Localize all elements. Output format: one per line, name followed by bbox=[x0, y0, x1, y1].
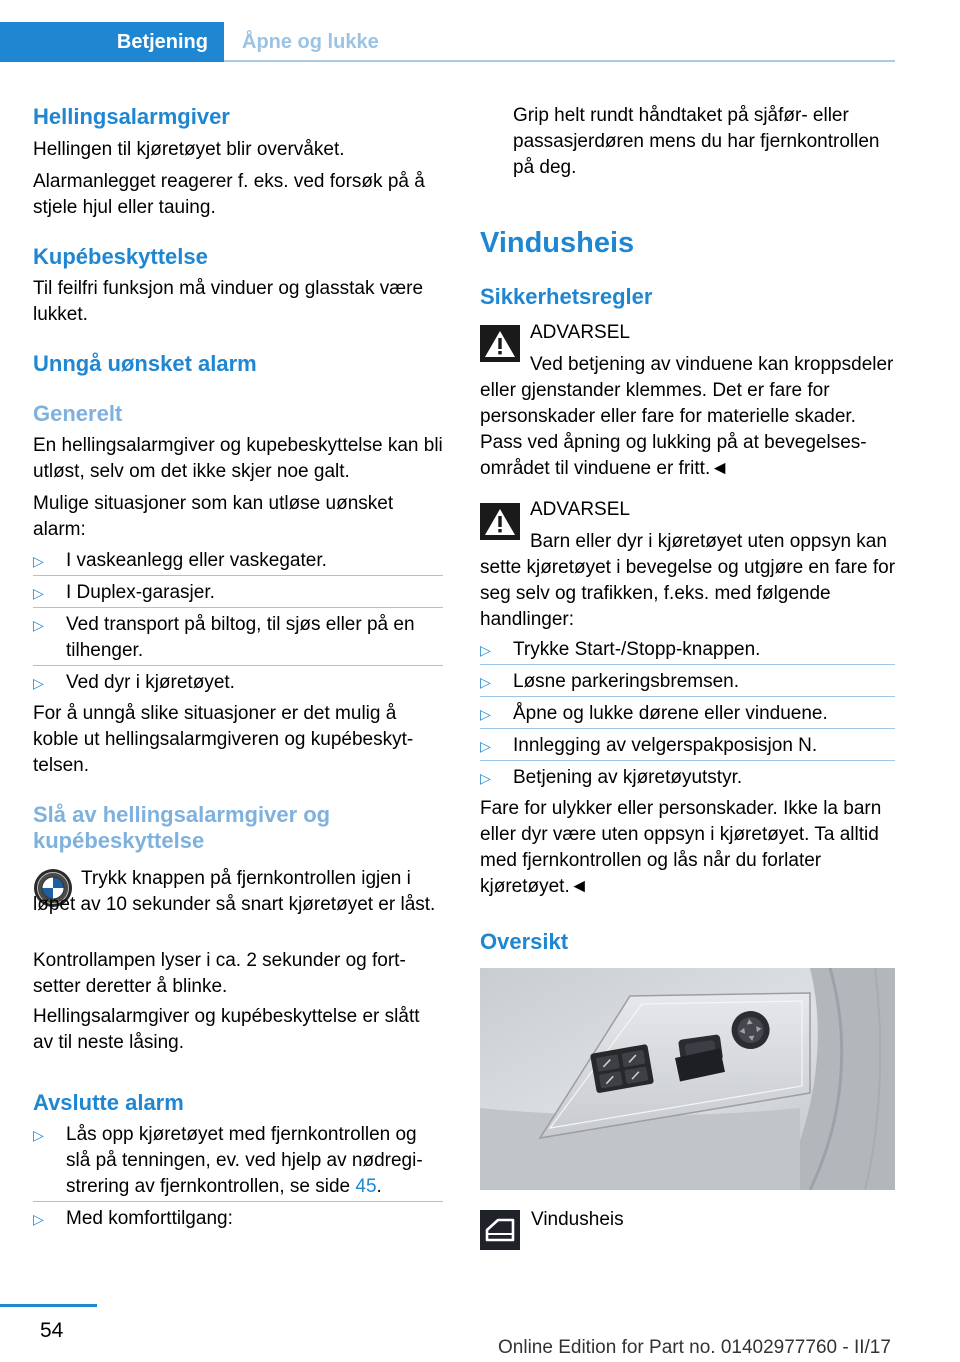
list-item-text: Betjening av kjøretøyutstyr. bbox=[513, 767, 743, 788]
paragraph: Kontrollampen lyser i ca. 2 sekunder og fortsetter deretter å blinke. bbox=[33, 950, 406, 997]
bullet-triangle-icon: ▷ bbox=[33, 553, 44, 569]
warning-text: Barn eller dyr i kjøretøyet uten oppsyn kan sette kjøretøyet i bevegelse og utgjøre en fare for seg selv og trafikken, f.eks. med følgende handlinger: bbox=[480, 531, 896, 630]
paragraph: Til feilfri funksjon må vinduer og glasstak være lukket. bbox=[33, 278, 424, 325]
divider bbox=[480, 696, 895, 697]
paragraph: Fare for ulykker eller personskader. Ikke la barn eller dyr være uten oppsyn i kjøretøyet. Ta alltid med fjernkontrollen og lås når du forlater kjøretøyet.◄ bbox=[480, 798, 882, 897]
list-item bbox=[33, 670, 443, 696]
section-title-kupebeskyttelse: Kupébeskyttelse bbox=[33, 244, 208, 269]
page-header bbox=[0, 0, 960, 62]
subsection-title-oversikt: Oversikt bbox=[480, 929, 569, 954]
list-item bbox=[33, 1206, 443, 1232]
list-item bbox=[480, 701, 900, 727]
list-item-text: Ved transport på biltog, til sjøs eller på en tilhenger. bbox=[66, 614, 415, 661]
bullet-triangle-icon: ▷ bbox=[480, 770, 491, 786]
bullet-triangle-icon: ▷ bbox=[480, 706, 491, 722]
divider bbox=[33, 575, 443, 576]
divider bbox=[33, 665, 443, 666]
warning-text: Ved betjening av vinduene kan kroppsdeler eller gjenstander klemmes. Det er fare for personskader eller fare for materielle skader. Pass ved åpning og lukking på at bevegelsesområdet til vinduene er fritt.◄ bbox=[480, 354, 894, 479]
paragraph: For å unngå slike situasjoner er det mulig å koble ut hellingsalarmgiveren og kupébeskyttelsen. bbox=[33, 703, 414, 776]
subsection-title-slaav-1: Slå av hellingsalarmgiver og bbox=[33, 802, 331, 827]
paragraph: Mulige situasjoner som kan utløse uønsket alarm: bbox=[33, 493, 394, 540]
page-link-45[interactable]: 45 bbox=[355, 1176, 377, 1197]
paragraph: En hellingsalarmgiver og kupebeskyttelse kan bli utløst, selv om det ikke skjer noe galt. bbox=[33, 435, 443, 482]
section-title-vindusheis: Vindusheis bbox=[480, 227, 635, 259]
bullet-triangle-icon: ▷ bbox=[33, 675, 44, 691]
section-title-hellingsalarmgiver: Hellingsalarmgiver bbox=[33, 104, 230, 129]
subsection-title-sikkerhetsregler: Sikkerhetsregler bbox=[480, 284, 653, 309]
subsection-title-slaav-2: kupébeskyttelse bbox=[33, 828, 205, 853]
bullet-triangle-icon: ▷ bbox=[33, 617, 44, 633]
list-item-text: I vaskeanlegg eller vaskegater. bbox=[66, 550, 327, 571]
list-item-text: I Duplex-garasjer. bbox=[66, 582, 215, 603]
header-tab-active-label: Betjening bbox=[116, 31, 208, 53]
paragraph: Grip helt rundt håndtaket på sjåfør- eller passasjerdøren mens du har fjernkontrollen på deg. bbox=[513, 105, 880, 178]
section-title-avslutte: Avslutte alarm bbox=[33, 1090, 184, 1115]
list-item bbox=[33, 1122, 443, 1200]
warning-label: ADVARSEL bbox=[530, 322, 630, 343]
divider bbox=[480, 760, 895, 761]
paragraph: Hellingsalarmgiver og kupébeskyttelse er slått av til neste låsing. bbox=[33, 1006, 420, 1053]
list-item bbox=[480, 669, 900, 695]
list-item-text bbox=[66, 1122, 443, 1200]
list-item-text: Innlegging av velgerspakposisjon N. bbox=[513, 735, 818, 756]
window-lift-icon bbox=[480, 1210, 520, 1250]
paragraph-with-icon: Trykk knappen på fjernkontrollen igjen i løpet av 10 sekunder så snart kjøretøyet er låst. bbox=[33, 868, 436, 915]
warning-label: ADVARSEL bbox=[530, 499, 630, 520]
list-item-text: Trykke Start-/Stopp-knappen. bbox=[513, 639, 761, 660]
header-tab-active[interactable] bbox=[0, 22, 224, 62]
paragraph: Hellingen til kjøretøyet blir overvåket. bbox=[33, 139, 345, 160]
bullet-triangle-icon: ▷ bbox=[480, 738, 491, 754]
list-item-text: Ved dyr i kjøretøyet. bbox=[66, 672, 235, 693]
divider bbox=[480, 728, 895, 729]
footer-rule bbox=[0, 1304, 97, 1307]
edition-text: Online Edition for Part no. 01402977760 - II/17 bbox=[498, 1337, 891, 1358]
bullet-triangle-icon: ▷ bbox=[480, 674, 491, 690]
section-title-unnga: Unngå uønsket alarm bbox=[33, 351, 257, 376]
paragraph: Alarmanlegget reagerer f. eks. ved forsøk på å stjele hjul eller tauing. bbox=[33, 171, 425, 218]
header-rule bbox=[224, 60, 895, 62]
list-item-text-body: Lås opp kjøretøyet med fjernkontrollen og slå på tenningen, ev. ved hjelp av nødregistrering av fjernkontrollen, se side bbox=[66, 1124, 423, 1197]
list-item-text: Åpne og lukke dørene eller vinduene. bbox=[513, 703, 828, 724]
divider bbox=[480, 664, 895, 665]
bullet-triangle-icon: ▷ bbox=[33, 1211, 44, 1227]
list-item bbox=[480, 765, 900, 791]
icon-caption: Vindusheis bbox=[531, 1209, 624, 1230]
list-item-text: Med komforttilgang: bbox=[66, 1208, 233, 1229]
page-number: 54 bbox=[40, 1319, 64, 1342]
list-item-text: Løsne parkeringsbremsen. bbox=[513, 671, 739, 692]
window-switch-photo bbox=[480, 968, 895, 1190]
list-item bbox=[480, 733, 900, 759]
bullet-triangle-icon: ▷ bbox=[480, 642, 491, 658]
list-item-text-end: . bbox=[376, 1176, 382, 1197]
bullet-triangle-icon: ▷ bbox=[33, 585, 44, 601]
list-item bbox=[33, 580, 443, 606]
list-item bbox=[33, 548, 443, 574]
bullet-triangle-icon: ▷ bbox=[33, 1127, 44, 1143]
list-item bbox=[33, 612, 443, 664]
list-item bbox=[480, 637, 900, 663]
divider bbox=[33, 607, 443, 608]
header-tab-next[interactable]: Åpne og lukke bbox=[242, 31, 379, 53]
divider bbox=[33, 1201, 443, 1202]
subsection-title-generelt: Generelt bbox=[33, 401, 123, 426]
